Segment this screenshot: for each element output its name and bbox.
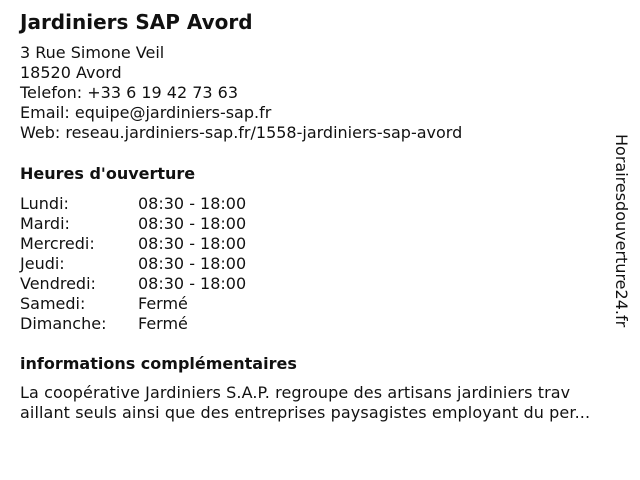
watermark-text: Horairesdouverture24.fr — [612, 134, 631, 328]
hours-time: 08:30 - 18:00 — [138, 274, 247, 293]
description-text — [20, 383, 632, 423]
hours-day: Dimanche: — [20, 314, 107, 333]
watermark — [611, 134, 631, 344]
hours-time: Fermé — [138, 294, 188, 313]
description-line: aillant seuls ainsi que des entreprises paysagistes employant du per... — [20, 403, 591, 422]
address-block — [20, 43, 462, 143]
hours-time: 08:30 - 18:00 — [138, 194, 247, 213]
additional-info-heading: informations complémentaires — [20, 354, 297, 373]
opening-hours-heading: Heures d'ouverture — [20, 164, 196, 183]
website-line: Web: reseau.jardiniers-sap.fr/1558-jardiniers-sap-avord — [20, 123, 463, 142]
hours-day: Mardi: — [20, 214, 70, 233]
description-line: La coopérative Jardiniers S.A.P. regroupe des artisans jardiniers trav — [20, 383, 571, 402]
hours-time: 08:30 - 18:00 — [138, 234, 247, 253]
hours-day: Vendredi: — [20, 274, 96, 293]
email-line: Email: equipe@jardiniers-sap.fr — [20, 103, 272, 122]
address-city: 18520 Avord — [20, 63, 122, 82]
address-street: 3 Rue Simone Veil — [20, 43, 165, 62]
hours-time: Fermé — [138, 314, 188, 333]
hours-day: Jeudi: — [20, 254, 65, 273]
hours-time: 08:30 - 18:00 — [138, 214, 247, 233]
hours-day: Samedi: — [20, 294, 86, 313]
hours-day: Lundi: — [20, 194, 69, 213]
hours-time: 08:30 - 18:00 — [138, 254, 247, 273]
business-name: Jardiniers SAP Avord — [20, 10, 253, 34]
phone-line: Telefon: +33 6 19 42 73 63 — [20, 83, 239, 102]
hours-day: Mercredi: — [20, 234, 95, 253]
